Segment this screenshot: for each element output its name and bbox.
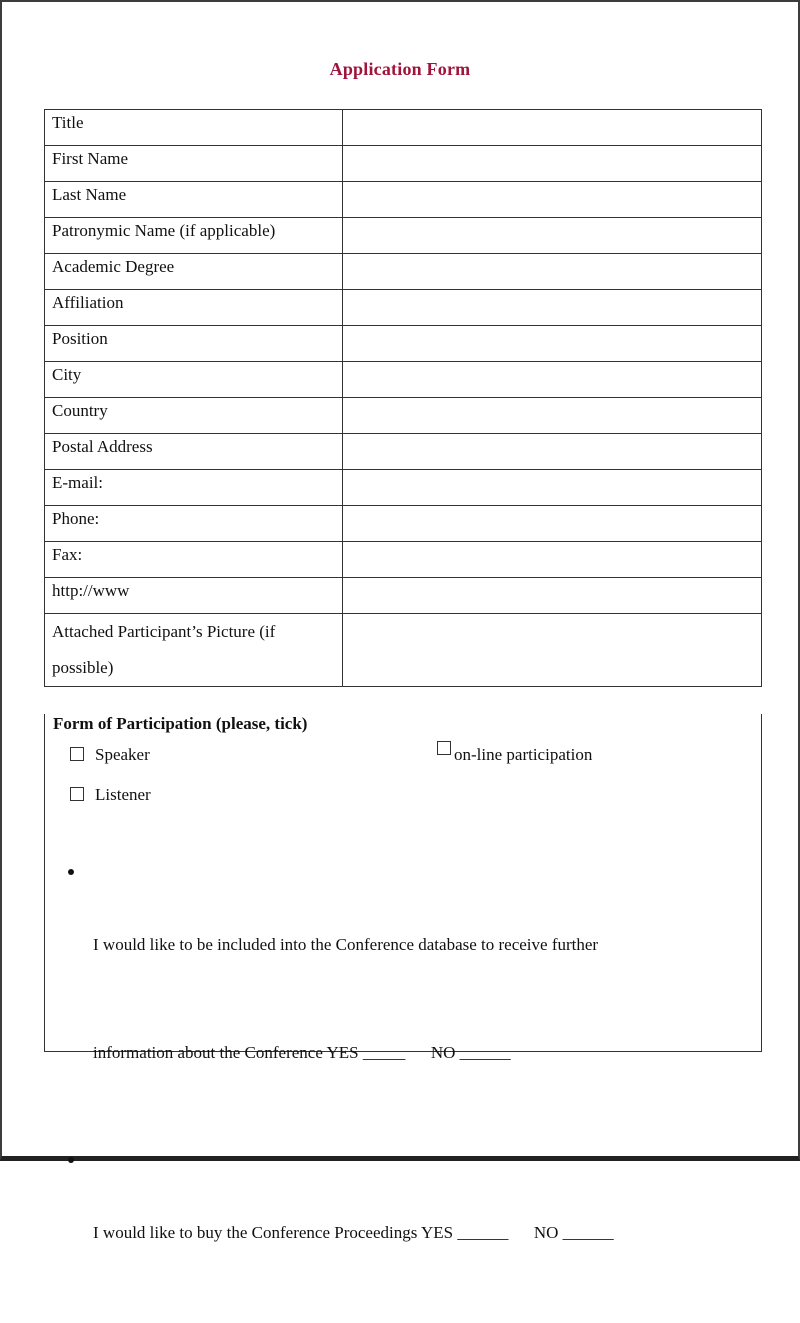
field-label: First Name <box>45 146 343 182</box>
participation-option-row <box>70 785 761 809</box>
list-item <box>68 855 761 1143</box>
bullet-list <box>68 855 761 1323</box>
field-value-cell[interactable] <box>343 434 762 470</box>
field-label: City <box>45 362 343 398</box>
field-value-cell[interactable] <box>343 398 762 434</box>
bullet-line: I would like to be included into the Conference database to receive further <box>93 935 599 954</box>
field-label: http://www <box>45 578 343 614</box>
table-row <box>45 362 762 398</box>
table-row <box>45 542 762 578</box>
field-label: E-mail: <box>45 470 343 506</box>
field-label: Position <box>45 326 343 362</box>
bullet-text <box>93 855 598 1143</box>
table-row <box>45 614 762 687</box>
field-value-cell[interactable] <box>343 614 762 687</box>
field-label: Postal Address <box>45 434 343 470</box>
participation-heading: Form of Participation (please, tick) <box>53 714 308 733</box>
field-value-cell[interactable] <box>343 254 762 290</box>
bullet-icon <box>68 1157 74 1163</box>
field-value-cell[interactable] <box>343 218 762 254</box>
speaker-checkbox[interactable] <box>70 747 84 761</box>
online-participation-checkbox[interactable] <box>437 741 451 755</box>
field-value-cell[interactable] <box>343 146 762 182</box>
application-table <box>44 109 762 687</box>
list-item <box>68 1143 761 1323</box>
table-row <box>45 578 762 614</box>
speaker-label: Speaker <box>95 745 150 764</box>
table-row <box>45 398 762 434</box>
field-value-cell[interactable] <box>343 290 762 326</box>
listener-checkbox[interactable] <box>70 787 84 801</box>
table-row <box>45 218 762 254</box>
field-value-cell[interactable] <box>343 506 762 542</box>
field-label: Affiliation <box>45 290 343 326</box>
field-label: Academic Degree <box>45 254 343 290</box>
table-row <box>45 506 762 542</box>
online-participation-label: on-line participation <box>454 745 593 764</box>
field-value-cell[interactable] <box>343 110 762 146</box>
participation-section <box>44 714 762 1242</box>
speaker-option[interactable] <box>70 745 150 764</box>
field-value-cell[interactable] <box>343 182 762 218</box>
listener-option[interactable] <box>70 785 151 804</box>
form-title: Application Form <box>329 59 471 79</box>
table-row <box>45 470 762 506</box>
online-participation-option[interactable] <box>437 745 592 765</box>
field-label: Title <box>45 110 343 146</box>
table-row <box>45 290 762 326</box>
participation-option-row <box>70 745 761 769</box>
field-label: Attached Participant’s Picture (if possible) <box>45 614 343 687</box>
field-label: Fax: <box>45 542 343 578</box>
table-row <box>45 326 762 362</box>
field-value-cell[interactable] <box>343 326 762 362</box>
listener-label: Listener <box>95 785 151 804</box>
table-row <box>45 254 762 290</box>
table-row <box>45 182 762 218</box>
table-row <box>45 146 762 182</box>
field-value-cell[interactable] <box>343 470 762 506</box>
bullet-line: I would like to buy the Conference Proceedings YES ______ NO ______ <box>93 1223 614 1242</box>
field-value-cell[interactable] <box>343 542 762 578</box>
field-label: Last Name <box>45 182 343 218</box>
table-row <box>45 110 762 146</box>
field-label: Phone: <box>45 506 343 542</box>
field-value-cell[interactable] <box>343 362 762 398</box>
table-row <box>45 434 762 470</box>
bullet-text <box>93 1143 614 1323</box>
field-label: Country <box>45 398 343 434</box>
field-label: Patronymic Name (if applicable) <box>45 218 343 254</box>
field-value-cell[interactable] <box>343 578 762 614</box>
bullet-line: information about the Conference YES _____ NO ______ <box>93 1043 511 1062</box>
bullet-icon <box>68 869 74 875</box>
